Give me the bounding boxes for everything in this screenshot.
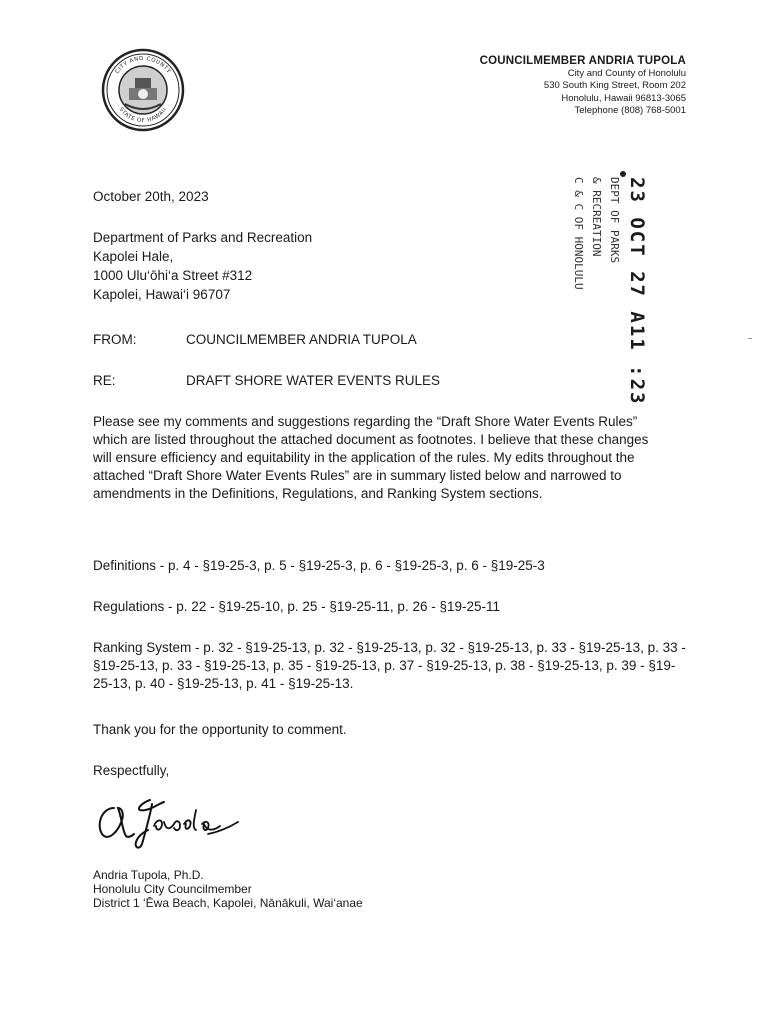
letterhead-line-4: Telephone (808) 768-5001 [574, 105, 686, 116]
from-label: FROM: [93, 332, 137, 347]
stamp-dept-line-2: & RECREATION [590, 177, 603, 257]
recipient-line: 1000 Ulu‘ōhi‘a Street #312 [93, 268, 253, 283]
recipient-address [93, 229, 312, 305]
stamp-time: 23 OCT 27 A11 :23 [626, 177, 648, 406]
city-seal [101, 48, 185, 132]
ranking-system-summary: Ranking System - p. 32 - §19-25-13, p. 32 - §19-25-13, p. 32 - §19-25-13, p. 33 - §19-25-13, p. 33 - §19-25-13, p. 33 - §19-25-13, p. 35 - §19-25-13, p. 37 - §19-25-13, p. 38 - §19-25-13, p. 39 - §19-25-13, p. 40 - §19-25-13, p. 41 - §19-25-13. [93, 640, 686, 691]
thanks-line: Thank you for the opportunity to comment. [93, 722, 347, 737]
closing-line: Respectfully, [93, 763, 170, 778]
signer-district: District 1 ‘Ēwa Beach, Kapolei, Nānākuli, Wai‘anae [93, 896, 363, 910]
signer-name: Andria Tupola, Ph.D. [93, 868, 204, 882]
letter-date: October 20th, 2023 [93, 189, 209, 204]
letterhead-line-3: Honolulu, Hawaii 96813-3065 [561, 92, 686, 104]
stamp-dept-line-3: C & C OF HONOLULU [572, 177, 585, 290]
seal-top-text: CITY AND COUNTY [114, 55, 172, 75]
handwritten-signature [92, 790, 252, 852]
letterhead-line-1: City and County of Honolulu [567, 67, 686, 79]
letterhead [480, 55, 686, 118]
letterhead-line-2: 530 South King Street, Room 202 [543, 80, 686, 91]
signer-title: Honolulu City Councilmember [93, 882, 252, 896]
margin-mark [748, 338, 752, 339]
stamp-dept-line-1: DEPT OF PARKS [608, 177, 621, 264]
signer-block [93, 868, 363, 910]
received-stamp [572, 177, 648, 406]
re-value: DRAFT SHORE WATER EVENTS RULES [186, 373, 441, 388]
stamp-dot [620, 171, 626, 177]
recipient-line: Department of Parks and Recreation [93, 230, 313, 245]
re-label: RE: [93, 373, 116, 388]
regulations-summary: Regulations - p. 22 - §19-25-10, p. 25 - §19-25-11, p. 26 - §19-25-11 [93, 599, 501, 614]
body-paragraph: Please see my comments and suggestions regarding the “Draft Shore Water Events Rules” which are listed throughout the attached document as footnotes. I believe that these changes will ensure efficiency and equitability in the application of the rules. My edits throughout the attached “Draft Shore Water Events Rules” are in summary listed below and narrowed to amendments in the Definitions, Regulations, and Ranking System sections. [93, 414, 649, 501]
seal-bottom-text: STATE OF HAWAII [117, 106, 169, 125]
letterhead-name: COUNCILMEMBER ANDRIA TUPOLA [479, 55, 686, 67]
recipient-line: Kapolei Hale, [93, 249, 174, 264]
from-value: COUNCILMEMBER ANDRIA TUPOLA [186, 332, 417, 347]
definitions-summary: Definitions - p. 4 - §19-25-3, p. 5 - §19-25-3, p. 6 - §19-25-3, p. 6 - §19-25-3 [93, 558, 545, 573]
recipient-line: Kapolei, Hawai‘i 96707 [93, 287, 231, 302]
